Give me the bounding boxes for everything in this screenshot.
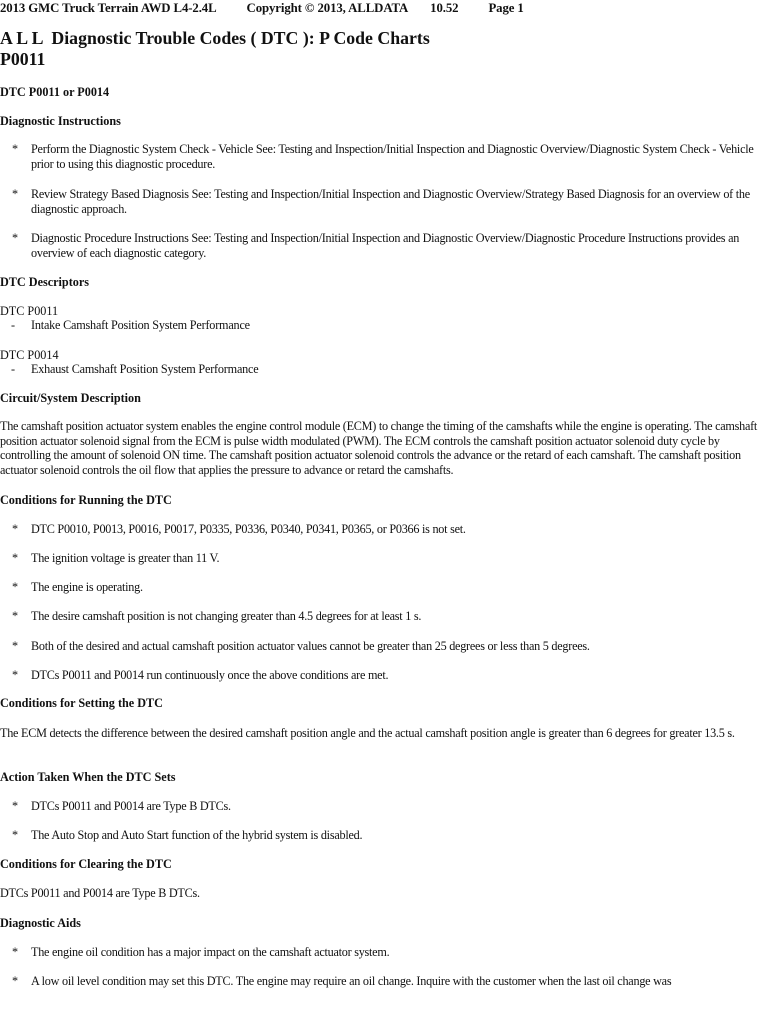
list-item [0,187,766,217]
bullet-marker: * [12,142,19,156]
list-item-text: Both of the desired and actual camshaft position actuator values cannot be greater than 25 degrees or less than 5 degrees. [31,639,590,653]
section-heading-circuit-description: Circuit/System Description [0,391,141,405]
list-item [0,639,766,654]
header-page-number: Page 1 [488,1,524,15]
header-version: 10.52 [430,1,459,15]
header-vehicle: 2013 GMC Truck Terrain AWD L4-2.4L [0,1,217,15]
circuit-description-paragraph: The camshaft position actuator system enables the engine control module (ECM) to change the timing of the camshafts while the engine is operating. The camshaft position actuator solenoid signal from the ECM is pulse width modulated (PWM). The ECM controls the camshaft position actuator solenoid duty cycle by controlling the amount of solenoid ON time. The camshaft position actuator solenoid controls the advance or the retard of each camshaft. The camshaft position actuator solenoid controls the oil flow that applies the pressure to advance or retard the camshafts. [0,419,758,477]
section-heading-action-taken: Action Taken When the DTC Sets [0,770,176,784]
descriptor-text: Intake Camshaft Position System Performance [31,318,250,332]
list-item [0,609,766,624]
descriptor-code: DTC P0014 [0,348,59,362]
list-item [0,799,766,814]
section-heading-diagnostic-instructions: Diagnostic Instructions [0,114,121,128]
list-item [0,945,766,960]
section-heading-conditions-setting: Conditions for Setting the DTC [0,696,163,710]
bullet-marker: * [12,828,19,842]
conditions-clearing-paragraph: DTCs P0011 and P0014 are Type B DTCs. [0,886,200,900]
list-item-text: The engine oil condition has a major impact on the camshaft actuator system. [31,945,390,959]
bullet-marker: * [12,231,19,245]
conditions-setting-paragraph: The ECM detects the difference between the desired camshaft position angle and the actual camshaft position angle is greater than 6 degrees for greater 13.5 s. [0,726,735,740]
list-item-text: Diagnostic Procedure Instructions See: Testing and Inspection/Initial Inspection and Diagnostic Overview/Diagnostic Procedure Instructions provides an overview of each diagnostic category. [31,231,740,260]
bullet-marker: * [12,639,19,653]
dtc-heading: DTC P0011 or P0014 [0,85,110,99]
bullet-marker: * [12,580,19,594]
header-copyright: Copyright © 2013, ALLDATA [246,1,409,15]
descriptor-dash: - [11,318,16,332]
section-heading-conditions-running: Conditions for Running the DTC [0,493,172,507]
descriptor-text: Exhaust Camshaft Position System Performance [31,362,259,376]
bullet-marker: * [12,974,19,988]
title-line-1: A L L Diagnostic Trouble Codes ( DTC ): P Code Charts [0,28,430,48]
bullet-marker: * [12,522,19,536]
list-item [0,142,766,172]
section-heading-conditions-clearing: Conditions for Clearing the DTC [0,857,172,871]
list-item-text: DTCs P0011 and P0014 run continuously once the above conditions are met. [31,668,389,682]
title-line-2: P0011 [0,49,46,69]
list-item [0,551,766,566]
list-item-text: The engine is operating. [31,580,143,594]
list-item [0,668,766,683]
document-title [0,28,430,70]
list-item-text: DTC P0010, P0013, P0016, P0017, P0335, P0336, P0340, P0341, P0365, or P0366 is not set. [31,522,466,536]
bullet-marker: * [12,945,19,959]
list-item-text: The ignition voltage is greater than 11 V. [31,551,220,565]
bullet-marker: * [12,799,19,813]
list-item-text: Perform the Diagnostic System Check - Vehicle See: Testing and Inspection/Initial Inspection and Diagnostic Overview/Diagnostic System Check - Vehicle prior to using this diagnostic procedure. [31,142,754,171]
bullet-marker: * [12,187,19,201]
descriptor-dash: - [11,362,16,376]
descriptor-code: DTC P0011 [0,304,59,318]
bullet-marker: * [12,609,19,623]
page-header [0,1,524,16]
list-item [0,580,766,595]
section-heading-diagnostic-aids: Diagnostic Aids [0,916,81,930]
list-item [0,974,766,989]
list-item-text: The desire camshaft position is not changing greater than 4.5 degrees for at least 1 s. [31,609,422,623]
list-item [0,231,766,261]
list-item-text: The Auto Stop and Auto Start function of the hybrid system is disabled. [31,828,363,842]
bullet-marker: * [12,551,19,565]
list-item [0,522,766,537]
bullet-marker: * [12,668,19,682]
list-item-text: A low oil level condition may set this DTC. The engine may require an oil change. Inquire with the customer when the last oil change was [31,974,672,988]
section-heading-dtc-descriptors: DTC Descriptors [0,275,90,289]
list-item-text: Review Strategy Based Diagnosis See: Testing and Inspection/Initial Inspection and Diagnostic Overview/Strategy Based Diagnosis for an overview of the diagnostic approach. [31,187,750,216]
list-item [0,828,766,843]
list-item-text: DTCs P0011 and P0014 are Type B DTCs. [31,799,231,813]
